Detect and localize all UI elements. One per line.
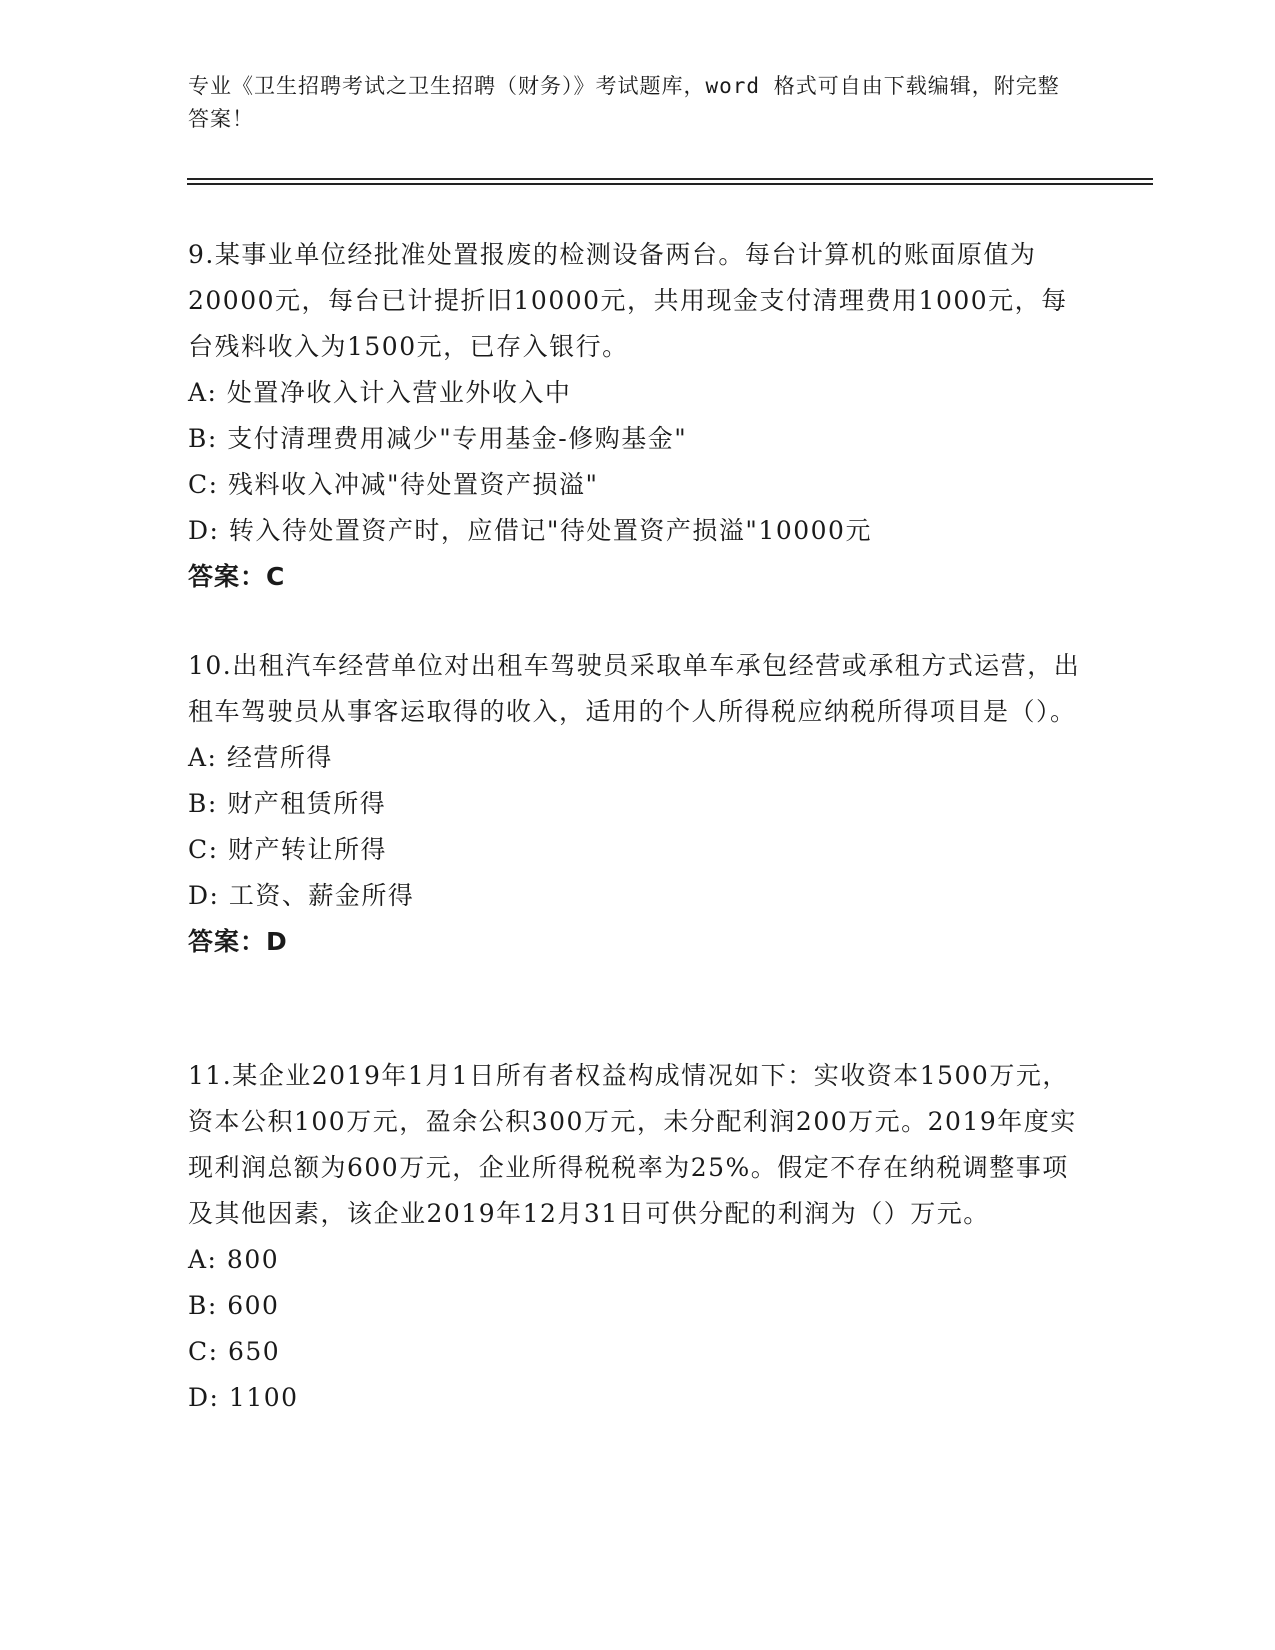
option-c: C: 残料收入冲减"待处置资产损溢" — [188, 470, 599, 499]
option-a: A: 经营所得 — [188, 743, 333, 772]
answer-label: 答案：C — [188, 562, 286, 591]
option-a: A: 800 — [188, 1245, 280, 1274]
question-9 — [188, 232, 1088, 600]
option-d: D: 转入待处置资产时，应借记"待处置资产损溢"10000元 — [188, 516, 872, 545]
question-stem: 11.某企业2019年1月1日所有者权益构成情况如下：实收资本1500万元，资本公积100万元，盈余公积300万元，未分配利润200万元。2019年度实现利润总额为600万元，企业所得税税率为25%。假定不存在纳税调整事项及其他因素，该企业2019年12月31日可供分配的利润为（）万元。 — [188, 1061, 1077, 1228]
question-stem: 9.某事业单位经批准处置报废的检测设备两台。每台计算机的账面原值为20000元，每台已计提折旧10000元，共用现金支付清理费用1000元，每台残料收入为1500元，已存入银行。 — [188, 240, 1068, 361]
question-10 — [188, 643, 1088, 965]
option-b: B: 财产租赁所得 — [188, 789, 387, 818]
option-b: B: 600 — [188, 1291, 280, 1320]
answer-label: 答案：D — [188, 927, 288, 956]
option-c: C: 财产转让所得 — [188, 835, 387, 864]
header-divider-top — [187, 178, 1153, 180]
option-a: A: 处置净收入计入营业外收入中 — [188, 378, 572, 407]
question-stem: 10.出租汽车经营单位对出租车驾驶员采取单车承包经营或承租方式运营，出租车驾驶员从事客运取得的收入，适用的个人所得税应纳税所得项目是（）。 — [188, 651, 1081, 726]
option-d: D: 工资、薪金所得 — [188, 881, 415, 910]
question-11 — [188, 1053, 1088, 1421]
option-c: C: 650 — [188, 1337, 281, 1366]
option-d: D: 1100 — [188, 1383, 299, 1412]
option-b: B: 支付清理费用减少"专用基金-修购基金" — [188, 424, 688, 453]
header-divider-bottom — [187, 183, 1153, 185]
document-header-note: 专业《卫生招聘考试之卫生招聘（财务）》考试题库，word 格式可自由下载编辑，附完整答案！ — [188, 74, 1060, 131]
